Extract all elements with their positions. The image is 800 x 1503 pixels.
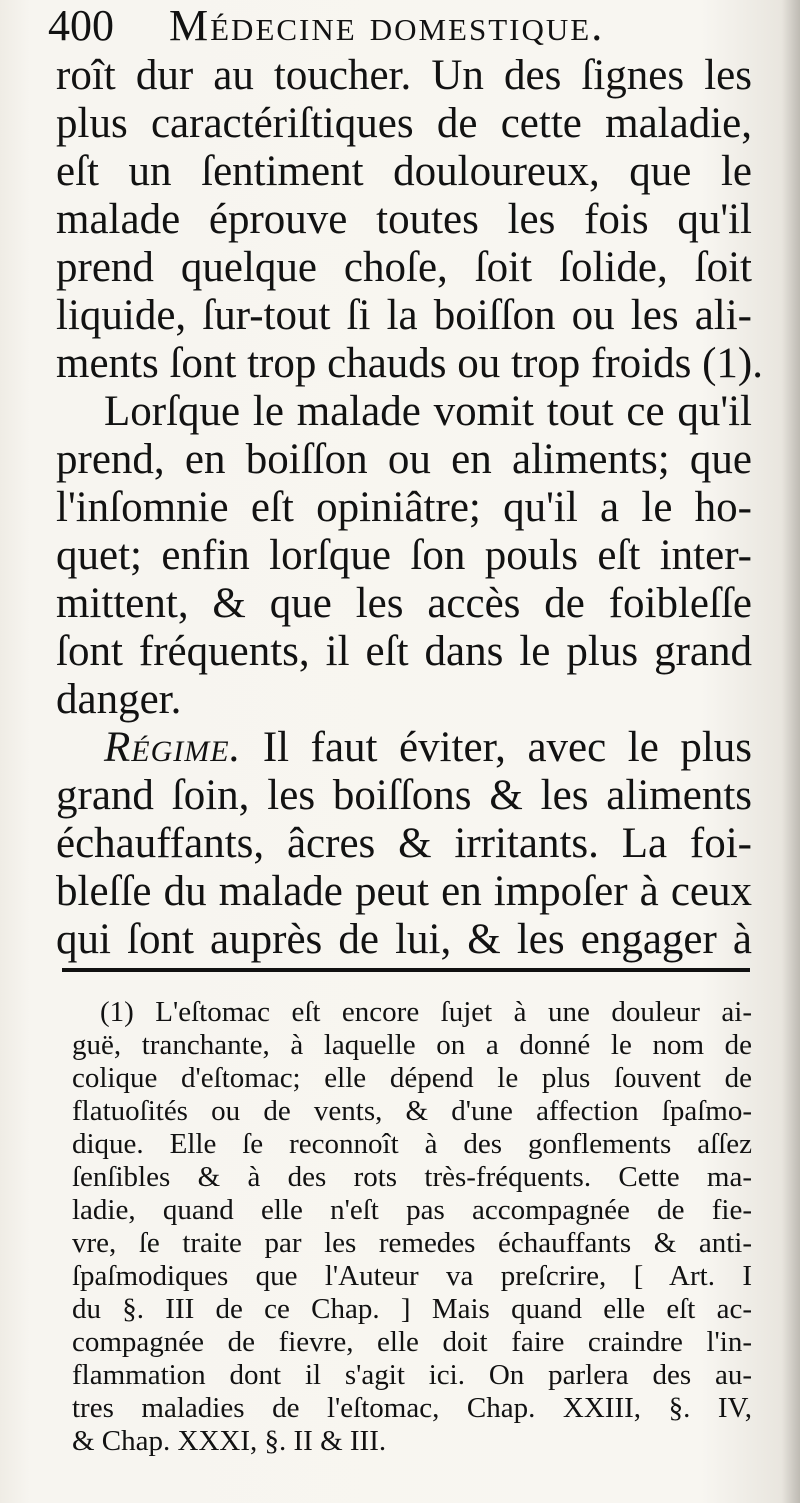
body-line: eſt un ſentiment douloureux, que le [56, 148, 752, 195]
footnote-line: compagnée de fievre, elle doit faire craindre l'in- [72, 1326, 752, 1358]
footnote-line: ſenſibles & à des rots très-fréquents. Cette ma- [72, 1161, 752, 1193]
footnote-separator-rule [62, 968, 750, 972]
footnote-line: guë, tranchante, à laquelle on a donné le nom de [72, 1029, 752, 1061]
footnote-line: ſpaſmodiques que l'Auteur va preſcrire, [ Art. I [72, 1260, 752, 1292]
body-line: bleſſe du malade peut en impoſer à ceux [56, 868, 752, 915]
body-line: ſont fréquents, il eſt dans le plus grand [56, 628, 752, 675]
body-line: grand ſoin, les boiſſons & les aliments [56, 772, 752, 819]
footnote-line: (1) L'eſtomac eſt encore ſujet à une douleur ai- [100, 996, 752, 1028]
footnote-line: flatuoſités ou de vents, & d'une affection ſpaſmo- [72, 1095, 752, 1127]
footnote-line: & Chap. XXXI, §. II & III. [72, 1425, 387, 1457]
page-edge-shadow [782, 0, 800, 1503]
footnote-line: ladie, quand elle n'eſt pas accompagnée de fie- [72, 1194, 752, 1226]
footnote-line: vre, ſe traite par les remedes échauffants & anti- [72, 1227, 752, 1259]
regime-paragraph-first-line [56, 724, 752, 772]
footnote-line: colique d'eſtomac; elle dépend le plus ſouvent de [72, 1062, 752, 1094]
body-line: prend, en boiſſon ou en aliments; que [56, 436, 752, 483]
running-head: Médecine domestique. [169, 1, 605, 50]
body-line: ments ſont trop chauds ou trop froids (1). [56, 340, 764, 387]
body-line: liquide, ſur-tout ſi la boiſſon ou les ali- [56, 292, 752, 339]
body-line: malade éprouve toutes les fois qu'il [56, 196, 752, 243]
body-line-text: Il faut éviter, avec le plus [262, 724, 752, 771]
body-line: quet; enfin lorſque ſon pouls eſt inter- [56, 532, 752, 579]
body-line: plus caractériſtiques de cette maladie, [56, 100, 752, 147]
page-number: 400 [48, 1, 114, 50]
body-line: danger. [56, 676, 182, 723]
body-line: prend quelque choſe, ſoit ſolide, ſoit [56, 244, 752, 291]
body-line: Lorſque le malade vomit tout ce qu'il [104, 388, 752, 435]
body-line: qui ſont auprès de lui, & les engager à [56, 916, 752, 963]
regime-label: Régime. [104, 724, 242, 771]
body-line: roît dur au toucher. Un des ſignes les [56, 52, 752, 99]
footnote-line: dique. Elle ſe reconnoît à des gonflements aſſez [72, 1128, 752, 1160]
body-line: échauffants, âcres & irritants. La foi- [56, 820, 752, 867]
page-header [48, 0, 748, 52]
footnote-line: du §. III de ce Chap. ] Mais quand elle eſt ac- [72, 1293, 752, 1325]
body-line: mittent, & que les accès de foibleſſe [56, 580, 752, 627]
footnote-line: flammation dont il s'agit ici. On parlera des au- [72, 1359, 752, 1391]
footnote-line: tres maladies de l'eſtomac, Chap. XXIII, §. IV, [72, 1392, 752, 1424]
body-line: l'inſomnie eſt opiniâtre; qu'il a le ho- [56, 484, 752, 531]
